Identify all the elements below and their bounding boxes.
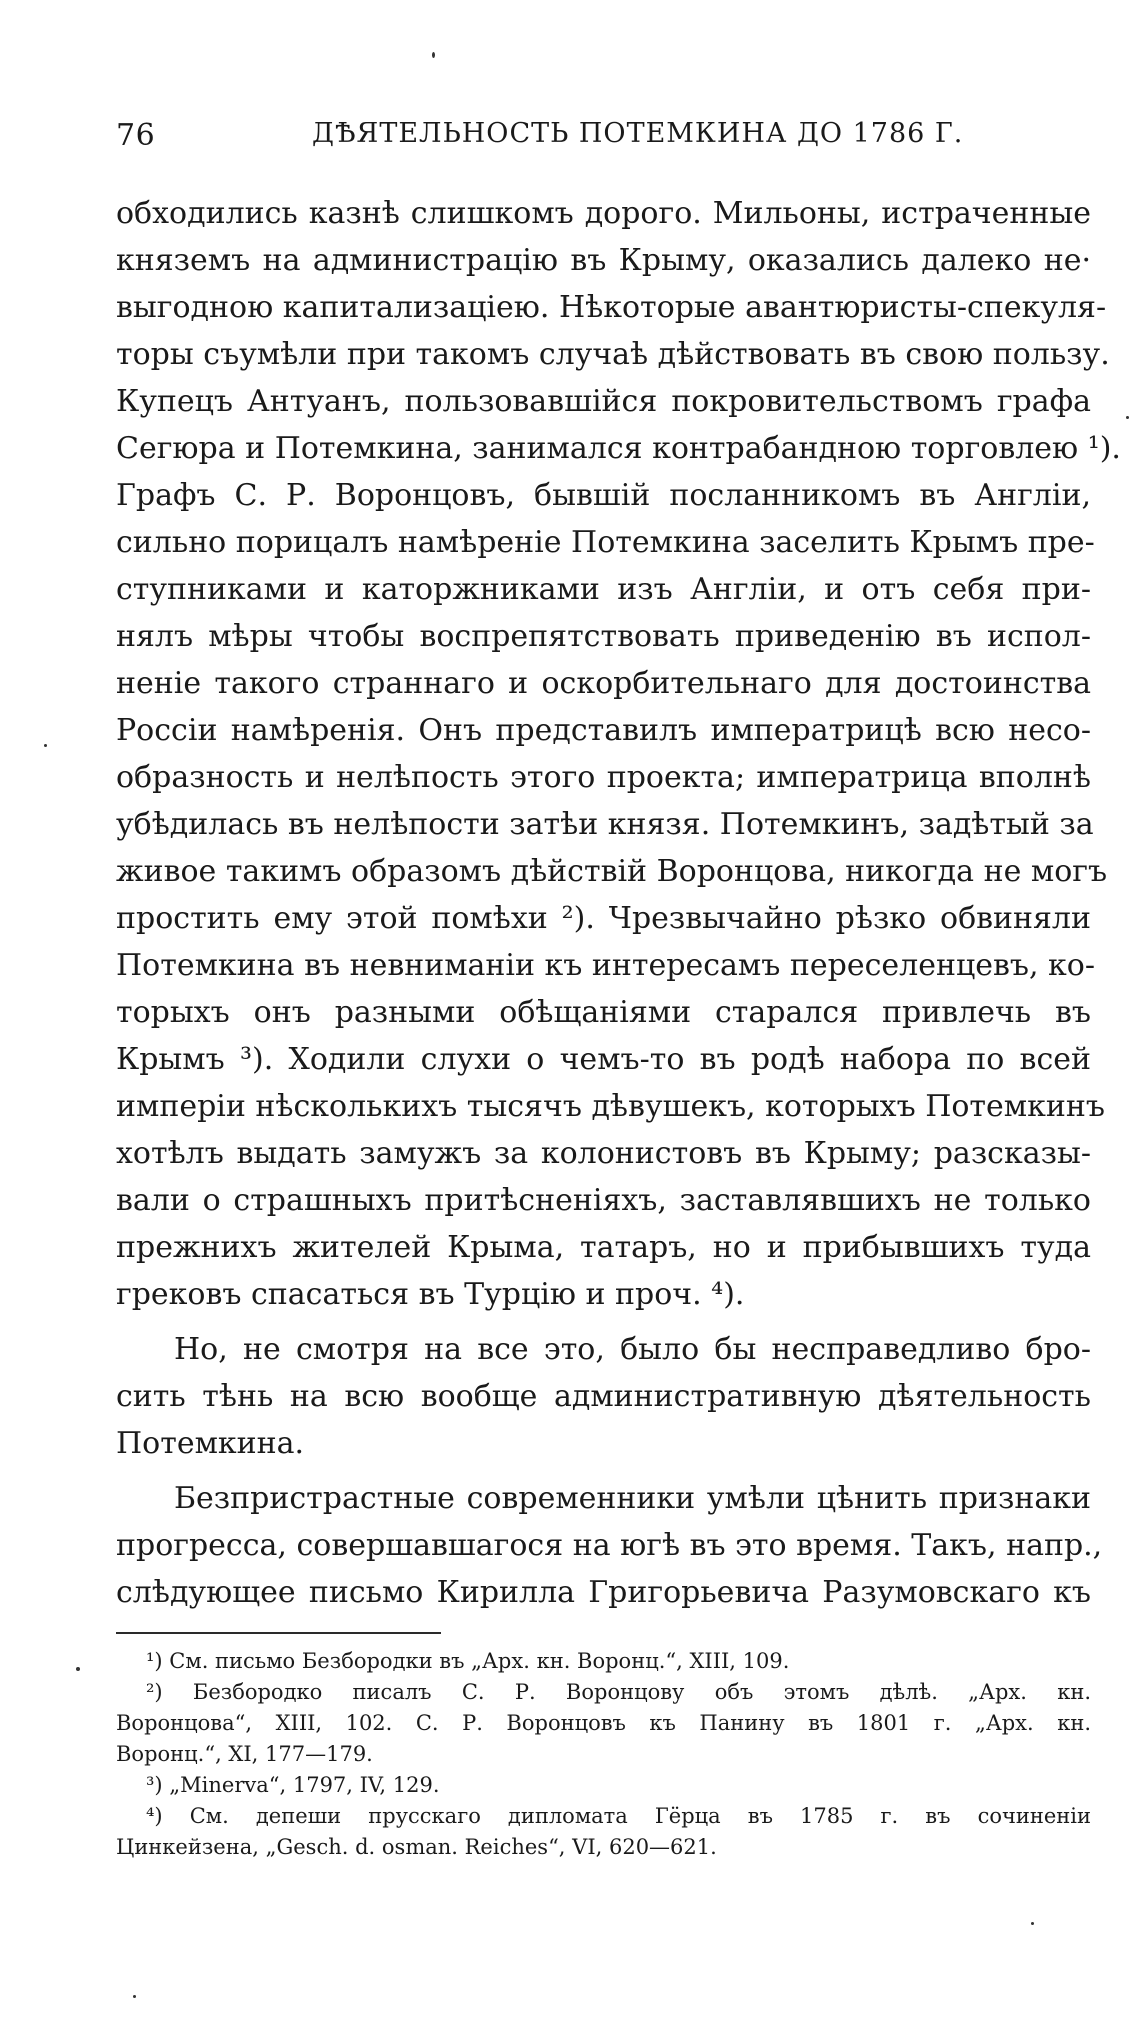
- footnote-line: ¹) См. письмо Безбородки въ „Арх. кн. Воронц.“, XIII, 109.: [146, 1649, 790, 1673]
- text-line: сильно порицалъ намѣреніе Потемкина заселить Крымъ пре-: [116, 525, 1095, 560]
- text-line: хотѣлъ выдать замужъ за колонистовъ въ Крыму; разсказы-: [116, 1136, 1091, 1171]
- footnote-2: [116, 1677, 1091, 1770]
- text-line: неніе такого страннаго и оскорбительнаго для достоинства: [116, 666, 1091, 701]
- text-line: Сегюра и Потемкина, занимался контрабандною торговлею ¹).: [116, 431, 1121, 466]
- paragraph-3: [116, 1475, 1103, 1616]
- text-line: Крымъ ³). Ходили слухи о чемъ-то въ родѣ набора по всей: [116, 1042, 1091, 1077]
- text-line: Купецъ Антуанъ, пользовавшійся покровительствомъ графа: [116, 384, 1091, 419]
- text-line: княземъ на администрацію въ Крыму, оказались далеко не·: [116, 243, 1091, 278]
- text-line: выгодною капитализаціею. Нѣкоторые авантюристы-спекуля-: [116, 290, 1107, 325]
- page-number: 76: [116, 118, 156, 153]
- text-line: вали о страшныхъ притѣсненіяхъ, заставлявшихъ не только: [116, 1183, 1091, 1218]
- text-line: обходились казнѣ слишкомъ дорого. Мильоны, истраченные: [116, 196, 1091, 231]
- footnote-line: ²) Безбородко писалъ С. Р. Воронцову объ этомъ дѣлѣ. „Арх. кн.: [146, 1680, 1091, 1704]
- scan-speck: [1126, 416, 1129, 419]
- text-line: торыхъ онъ разными обѣщаніями старался привлечь въ: [116, 995, 1091, 1030]
- footnote-4: [116, 1801, 1091, 1863]
- text-line: живое такимъ образомъ дѣйствій Воронцова, никогда не могъ: [116, 854, 1108, 889]
- text-line: Безпристрастные современники умѣли цѣнить признаки: [174, 1481, 1091, 1516]
- text-line: Россіи намѣренія. Онъ представилъ императрицѣ всю несо-: [116, 713, 1091, 748]
- scan-speck: [133, 1995, 136, 1998]
- scan-speck: [44, 744, 47, 747]
- footnote-line: Цинкейзена, „Gesch. d. osman. Reiches“, VI, 620—621.: [116, 1835, 717, 1859]
- footnote-line: ⁴) См. депеши прусскаго дипломата Гёрца въ 1785 г. въ сочиненіи: [146, 1804, 1091, 1828]
- text-line: ступниками и каторжниками изъ Англіи, и отъ себя при-: [116, 572, 1091, 607]
- running-title: ДѢЯТЕЛЬНОСТЬ ПОТЕМКИНА ДО 1786 Г.: [312, 118, 964, 149]
- text-line: Потемкина.: [116, 1426, 305, 1461]
- text-line: торы съумѣли при такомъ случаѣ дѣйствовать въ свою пользу.: [116, 337, 1110, 372]
- footnote-line: ³) „Minerva“, 1797, IV, 129.: [146, 1773, 440, 1797]
- footnote-line: Воронцова“, XIII, 102. С. Р. Воронцовъ къ Панину въ 1801 г. „Арх. кн.: [116, 1711, 1091, 1735]
- text-line: убѣдилась въ нелѣпости затѣи князя. Потемкинъ, задѣтый за: [116, 807, 1094, 842]
- text-line: Но, не смотря на все это, было бы несправедливо бро-: [174, 1332, 1091, 1367]
- scan-speck: [1031, 1922, 1034, 1925]
- text-line: образность и нелѣпость этого проекта; императрица вполнѣ: [116, 760, 1091, 795]
- text-line: Потемкина въ невниманіи къ интересамъ переселенцевъ, ко-: [116, 948, 1095, 983]
- scan-speck: [76, 1667, 80, 1671]
- text-line: нялъ мѣры чтобы воспрепятствовать приведенію въ испол-: [116, 619, 1091, 654]
- footnote-3: [116, 1770, 1091, 1801]
- page-header: [116, 118, 1091, 158]
- book-page: [116, 0, 1121, 2017]
- text-line: прежнихъ жителей Крыма, татаръ, но и прибывшихъ туда: [116, 1230, 1091, 1265]
- text-line: слѣдующее письмо Кирилла Григорьевича Разумовскаго къ: [116, 1575, 1091, 1610]
- footnote-line: Воронц.“, XI, 177—179.: [116, 1742, 373, 1766]
- footnote-1: [116, 1646, 1091, 1677]
- footnote-divider: [116, 1632, 441, 1634]
- scan-speck: [432, 52, 435, 58]
- footnotes: [116, 1646, 1091, 1863]
- text-line: имперіи нѣсколькихъ тысячъ дѣвушекъ, которыхъ Потемкинъ: [116, 1089, 1105, 1124]
- text-line: грековъ спасаться въ Турцію и проч. ⁴).: [116, 1277, 745, 1312]
- paragraph-1: [116, 190, 1121, 1318]
- main-text: [116, 190, 1121, 1616]
- text-line: прогресса, совершавшагося на югѣ въ это время. Такъ, напр.,: [116, 1528, 1103, 1563]
- text-line: простить ему этой помѣхи ²). Чрезвычайно рѣзко обвиняли: [116, 901, 1091, 936]
- paragraph-2: [116, 1326, 1091, 1467]
- text-line: сить тѣнь на всю вообще административную дѣятельность: [116, 1379, 1091, 1414]
- text-line: Графъ С. Р. Воронцовъ, бывшій посланникомъ въ Англіи,: [116, 478, 1091, 513]
